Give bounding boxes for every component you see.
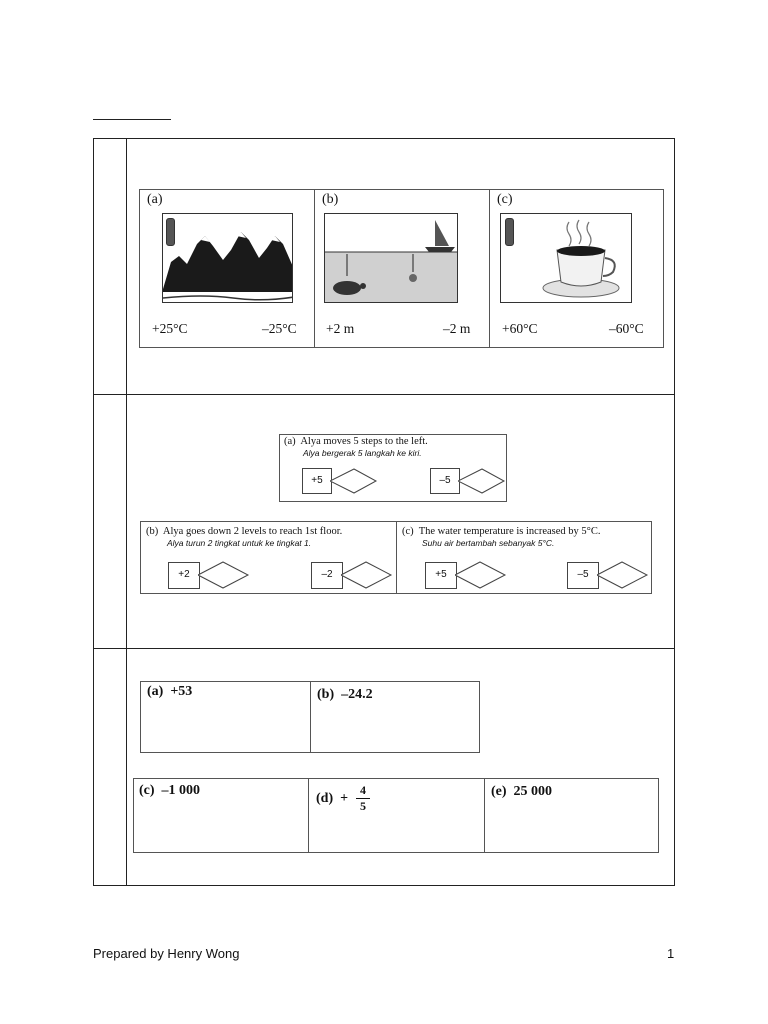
figure-a-negative: –25°C (262, 321, 297, 336)
figure-a-label: (a) (147, 192, 163, 207)
number-d: (d) + (316, 791, 349, 806)
figure-b-negative: –2 m (443, 321, 471, 336)
option-c-positive: +5 (425, 562, 457, 589)
question-b-text: (b) Alya goes down 2 levels to reach 1st floor. (146, 526, 343, 537)
question-bc-divider (396, 521, 397, 594)
option-c-negative: –5 (567, 562, 599, 589)
figure-c-positive: +60°C (502, 321, 538, 336)
thermometer-icon (505, 218, 514, 246)
figure-c-negative: –60°C (609, 321, 644, 336)
answer-diamond-a1[interactable] (330, 468, 378, 499)
row-divider-1 (93, 394, 675, 395)
number-c: (c) –1 000 (139, 783, 201, 798)
option-b-negative: –2 (311, 562, 343, 589)
question-c-text: (c) The water temperature is increased by 5°C. (402, 526, 601, 537)
answer-diamond-c2[interactable] (597, 561, 649, 594)
answer-diamond-b2[interactable] (341, 561, 393, 594)
option-b-positive: +2 (168, 562, 200, 589)
numbers-panel-bottom (133, 778, 659, 853)
figure-b-label: (b) (322, 192, 339, 207)
fraction-numerator: 4 (360, 783, 366, 797)
option-a-negative: –5 (430, 468, 460, 494)
number-a: (a) +53 (147, 684, 193, 699)
question-a-malay: Alya bergerak 5 langkah ke kiri. (303, 448, 422, 458)
row-divider-2 (93, 648, 675, 649)
number-column-divider (126, 138, 127, 886)
option-a-positive: +5 (302, 468, 332, 494)
thermometer-icon (166, 218, 175, 246)
number-e: (e) 25 000 (491, 784, 553, 799)
question-a-text: (a) Alya moves 5 steps to the left. (284, 436, 428, 447)
fraction-four-fifths (356, 784, 370, 813)
figure-divider-2 (489, 189, 490, 348)
numbers-bottom-divider-2 (484, 778, 485, 853)
footer-author: Prepared by Henry Wong (93, 946, 240, 961)
answer-diamond-a2[interactable] (458, 468, 506, 499)
answer-diamond-b1[interactable] (198, 561, 250, 594)
coffee-picture (500, 213, 632, 303)
sea-picture (324, 213, 458, 303)
numbers-bottom-divider-1 (308, 778, 309, 853)
answer-diamond-c1[interactable] (455, 561, 507, 594)
figure-divider-1 (314, 189, 315, 348)
mountain-picture (162, 213, 293, 303)
numbers-top-divider (310, 681, 311, 753)
question-b-malay: Alya turun 2 tingkat untuk ke tingkat 1. (167, 538, 312, 548)
number-b: (b) –24.2 (317, 687, 373, 702)
figure-b-positive: +2 m (326, 321, 355, 336)
figure-c-label: (c) (497, 192, 513, 207)
figure-a-positive: +25°C (152, 321, 188, 336)
question-c-malay: Suhu air bertambah sebanyak 5°C. (422, 538, 555, 548)
page-number: 1 (667, 946, 675, 961)
fraction-denominator: 5 (360, 799, 366, 813)
name-blank-line (93, 119, 171, 120)
